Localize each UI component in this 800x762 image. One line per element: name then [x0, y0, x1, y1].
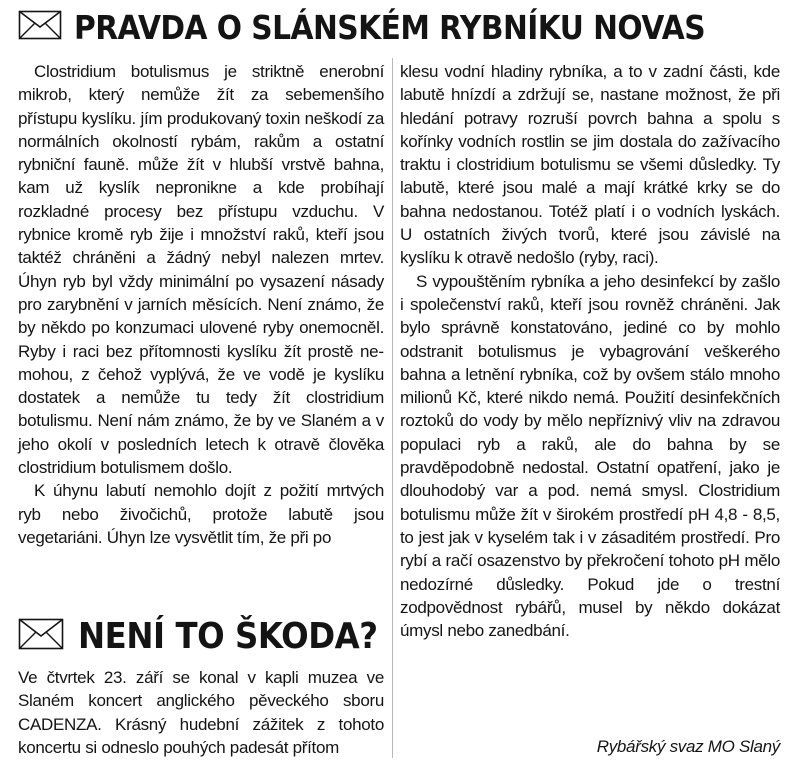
article-title: PRAVDA O SLÁNSKÉM RYBNÍKU NOVAS: [74, 7, 706, 47]
paragraph: S vypouštěním rybníka a jeho desinfekcí by zašlo i společenství raků, kteří jsou rovněž chráněni. Jak bylo správně konstatováno, jediné co by mohlo odstranit botulismus je vybagrování veškerého bahna a letnění rybníka, což by ovšem stálo mnoho milionů Kč, které nikdo nemá. Použití desinfekčních roztoků do vody by mělo nepříznivý vliv na zdravou populaci ryb a raků, ale do bahna by se pravděpodobně nedostal. Ostatní opatření, jako je dlouhodobý var a pod. nemá smysl. Clostridium botulismu může žít v širokém prostředí pH 4,8 - 8,5, to jest jak v kyselém tak i v zásaditém prostředí. Pro rybí a račí osazenstvo by překročení tohoto pH mělo nedozírné důsledky. Pokud jde o trestní zodpovědnost rybářů, musel by někdo dokázat úmysl nebo zanedbání.: [400, 271, 780, 641]
second-article-headline: [0, 612, 390, 660]
second-article-title: NENÍ TO ŠKODA?: [78, 615, 378, 657]
paragraph: Ve čtvrtek 23. září se konal v kapli muzea ve Slaném koncert anglického pěveckého sboru CADENZA. Krásný hudební zážitek z tohoto koncertu si odneslo pouhých padesát přítom: [18, 668, 384, 757]
paragraph: K úhynu labutí nemohlo dojít z požití mrtvých ryb nebo živočichů, protože labutě jsou vegetariáni. Úhyn lze vysvětlit tím, že při po: [18, 481, 384, 547]
article-headline: [0, 4, 800, 50]
column-divider: [392, 58, 393, 758]
article-right-column: [400, 60, 780, 642]
paragraph: klesu vodní hladiny rybníka, a to v zadní části, kde labutě hnízdí a zdržují se, nastane možnost, že při hledání potravy rozruší povrch bahna a spolu s kořínky vodních rostlin se jim dostala do zažívacího traktu i clostridium botulismu se všemi důsledky. Ty labutě, které jsou malé a mají krátké krky se do bahna nedostanou. Totéž platí i o vodních lyskách. U ostatních živých tvorů, které jsou závislé na kyslíku k otravě nedošlo (ryby, raci).: [400, 62, 780, 268]
paragraph: Clostridium botulismus je striktně enerobní mikrob, který nemůže žít za sebemenšího přístupu kyslíku. jím produkovaný toxin neškodí za normálních okolností rybám, rakům a ostatní rybniční fauně. může žít v hlubší vrstvě bahna, kam už kyslík nepronikne a kde probíhají rozkladné procesy bez přístupu vzduchu. V rybnice kromě ryb žije i množství raků, kteří jsou taktéž chráněni a žádný nebyl nalezen mrtev. Úhyn ryb byl vždy minimální po vysazení násady pro zarybnění v jarních měsících. Není známo, že by někdo po konzumaci ulovené ryby onemocněl. Ryby i raci bez přítomnosti kyslíku žít prostě nemohou, z čehož vyplývá, že ve vodě je kyslíku dostatek a nemůže tu tedy žít clostridium botulismu. Není nám známo, že by ve Slaném a v jeho okolí v posledních letech k otravě člověka clostridium botulismem došlo.: [18, 62, 384, 478]
article-left-column: [18, 60, 384, 549]
envelope-icon: [18, 618, 64, 655]
second-article-text: [18, 666, 384, 759]
article-signature: Rybářský svaz MO Slaný: [596, 737, 780, 756]
envelope-icon: [18, 10, 62, 45]
